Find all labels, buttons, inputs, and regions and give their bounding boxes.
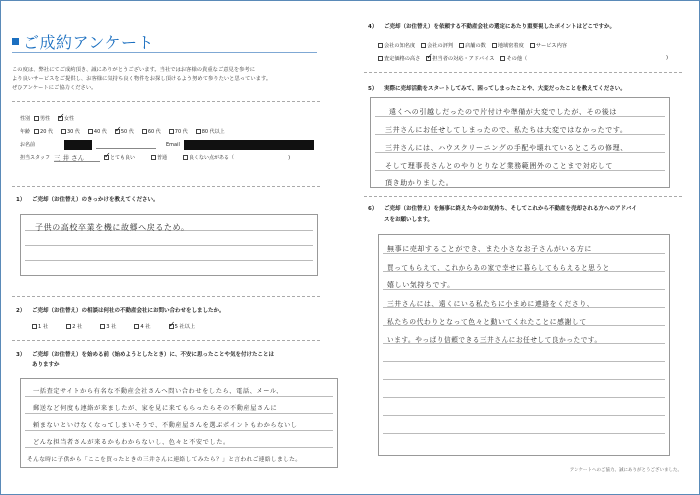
checkbox-checked[interactable]: [104, 155, 109, 160]
divider: [12, 340, 320, 341]
q4-option[interactable]: [530, 42, 567, 49]
intro-line: ぜひアンケートにご協力ください。: [12, 85, 97, 91]
checkbox[interactable]: [134, 324, 139, 329]
q1-answer-box[interactable]: [20, 214, 318, 276]
checkbox[interactable]: [151, 155, 156, 160]
checkbox[interactable]: [66, 324, 71, 329]
divider: [364, 196, 682, 197]
intro-line: より良いサービスをご提供し、お客様に気持ち良く物件をお探し頂けるよう努めて参りたいと思っています。: [12, 76, 272, 82]
name-field[interactable]: [96, 140, 156, 149]
option-label: 20 代: [40, 129, 53, 135]
page-title: ご成約アンケート: [23, 33, 155, 52]
age-option[interactable]: [115, 128, 134, 135]
ruled-line: [25, 245, 313, 246]
age-option[interactable]: [196, 128, 225, 135]
option-label: 男性: [40, 116, 51, 122]
gender-option-male[interactable]: [34, 115, 50, 122]
name-label: お名前: [20, 142, 36, 148]
option-label: 店舗の数: [465, 43, 486, 49]
checkbox[interactable]: [421, 43, 426, 48]
q2-option[interactable]: [100, 323, 116, 330]
title-rule: [12, 52, 317, 53]
intro-line: この度は、弊社にてご成約頂き、誠にありがとうございます。当社ではお客様の貴重なご意見を参考に: [12, 67, 256, 73]
option-label: 50 代: [120, 129, 134, 135]
question-text: ご売却（お住替え）の相談は何社の不動産会社にお問い合わせをしましたか。: [32, 308, 225, 314]
option-label: 30 代: [66, 129, 80, 135]
ruled-line: [25, 430, 333, 431]
q3-answer-line: 一括査定サイトから有名な不動産会社さんへ問い合わせをしたら、電話、メール、: [33, 388, 283, 395]
ruled-line: [25, 396, 333, 397]
checkbox[interactable]: [378, 43, 383, 48]
q3-answer-box[interactable]: [20, 378, 338, 468]
q6-answer-line: 三井さんには、遠くにいる私たちに小まめに連絡をくださり、: [387, 300, 595, 308]
staff-rating-option[interactable]: [151, 154, 167, 161]
staff-name[interactable]: 三 井 さん: [54, 153, 100, 162]
q2-option[interactable]: [32, 323, 48, 330]
option-label: 良くない点がある（: [189, 155, 235, 161]
q3-title: [16, 350, 274, 370]
option-label: 3 社: [106, 324, 117, 330]
ruled-line: [383, 397, 665, 398]
staff-label: 担当スタッフ: [20, 155, 51, 161]
q2-option[interactable]: [169, 323, 196, 330]
checkbox[interactable]: [530, 43, 535, 48]
q4-option[interactable]: [378, 42, 415, 49]
q2-option[interactable]: [66, 323, 82, 330]
checkbox[interactable]: [61, 129, 66, 134]
q6-title: [368, 204, 637, 226]
q4-option[interactable]: [500, 55, 527, 62]
gender-row: [20, 112, 320, 125]
q3-answer-line: 郵送など何度も連絡が来ましたが、家を見に来てもらったらその不動産屋さんに: [33, 405, 278, 412]
gender-label: 性別: [20, 116, 31, 122]
close-paren: ): [288, 154, 291, 161]
name-redacted: [64, 140, 92, 150]
age-option[interactable]: [34, 128, 53, 135]
question-number: 6）: [368, 206, 378, 212]
q6-answer-line: 嬉しい気持ちです。: [387, 281, 455, 289]
checkbox[interactable]: [459, 43, 464, 48]
ruled-line: [383, 415, 665, 416]
checkbox[interactable]: [183, 155, 188, 160]
option-label: 2 社: [72, 324, 83, 330]
checkbox[interactable]: [100, 324, 105, 329]
staff-rating-option[interactable]: [183, 154, 234, 161]
option-label: サービス内容: [535, 43, 567, 49]
intro-text: [12, 66, 322, 93]
checkbox[interactable]: [169, 129, 174, 134]
q4-options-row2: [378, 55, 527, 62]
q2-option[interactable]: [134, 323, 150, 330]
option-label: 4 社: [140, 324, 151, 330]
question-number: 2）: [16, 308, 26, 314]
checkbox-checked[interactable]: [115, 129, 120, 134]
q3-answer-line: どんな担当者さんが来るかもわからないし、色々と不安でした。: [33, 439, 230, 446]
age-option[interactable]: [142, 128, 161, 135]
option-label: とても良い: [110, 155, 136, 161]
q4-title: [368, 22, 615, 30]
respondent-info: [20, 112, 320, 164]
footer-thanks: アンケートへのご協力、誠にありがとうございました。: [569, 468, 682, 473]
age-label: 年齢: [20, 129, 31, 135]
ruled-line: [25, 260, 313, 261]
q4-options-row1: [378, 42, 567, 49]
q5-answer-line: 三井さんにお任せしてしまったので、私たちは大変ではなかったです。: [385, 126, 628, 134]
divider: [12, 186, 320, 187]
question-text: ありますか: [32, 362, 60, 368]
ruled-line: [383, 361, 665, 362]
option-label: 70 代: [174, 129, 188, 135]
checkbox[interactable]: [88, 129, 93, 134]
option-label: 60 代: [147, 129, 161, 135]
option-label: 40 代: [93, 129, 107, 135]
question-number: 1）: [16, 197, 26, 203]
q5-answer-line: そして理事長さんとのやりとりなど業務範囲外のことまで対応して: [385, 162, 613, 170]
q3-answer-line: そんな時に子供から「ここを買ったときの三井さんに連絡してみたら？」と言われご連絡しました。: [27, 457, 302, 463]
gender-option-female[interactable]: [58, 115, 74, 122]
checkbox-checked[interactable]: [426, 56, 431, 61]
checkbox[interactable]: [378, 56, 383, 61]
ruled-line: [25, 413, 333, 414]
q4-option[interactable]: [421, 42, 453, 49]
option-label: 査定価格の高さ: [384, 56, 421, 62]
checkbox-checked[interactable]: [58, 116, 63, 121]
q6-answer-line: 無事に売却することができ、また小さなお子さんがいる方に: [387, 245, 592, 253]
checkbox[interactable]: [196, 129, 201, 134]
q3-answer-line: 頼まないといけなくなってしまいそうで、不動産屋さんを選ぶポイントもわからないし: [33, 422, 298, 429]
q5-title: [368, 84, 626, 92]
question-number: 5）: [368, 86, 378, 92]
q6-answer-line: 私たちの代わりとなって色々と動いてくれたことに感謝して: [387, 318, 587, 326]
q5-answer-line: 遠くへの引越しだったので片付けや準備が大変でしたが、その後は: [389, 108, 617, 116]
ruled-line: [383, 433, 665, 434]
q2-title: [16, 306, 225, 314]
age-option[interactable]: [88, 128, 107, 135]
q4-option[interactable]: [378, 55, 420, 62]
checkbox[interactable]: [34, 116, 39, 121]
question-text: ご売却（お住替え）のきっかけを教えてください。: [32, 197, 159, 203]
question-text: ご売却（お住替え）を無事に終えた今のお気持ち、そしてこれから不動産を売却される方へのアドバイ: [384, 206, 637, 212]
question-number: 3）: [16, 352, 26, 358]
option-label: 担当者の対応・アドバイス: [432, 56, 495, 62]
question-text: ご売却（お住替え）を始める前（始めようとしたとき）に、不安に思ったことや気を付けたことは: [32, 352, 275, 358]
option-label: 普通: [157, 155, 168, 161]
question-text: スをお願いします。: [384, 217, 434, 223]
option-label: 地域密着度: [497, 43, 524, 49]
q5-answer-line: 頂き助かりました。: [385, 179, 454, 187]
title-square-icon: [12, 38, 19, 45]
option-label: 会社の知名度: [384, 43, 416, 49]
option-label: 80 代以上: [201, 129, 225, 135]
checkbox-checked[interactable]: [169, 324, 174, 329]
q4-option[interactable]: [492, 42, 524, 49]
q5-answer-box[interactable]: [370, 97, 670, 188]
checkbox[interactable]: [32, 324, 37, 329]
age-row: [20, 125, 320, 138]
option-label: 女性: [64, 116, 75, 122]
q1-answer-line: 子供の高校卒業を機に故郷へ戻るため。: [35, 223, 190, 232]
question-text: 実際に売却活動をスタートしてみて、困ってしまったことや、大変だったことを教えてください。: [384, 86, 626, 92]
option-label: その他（: [506, 56, 528, 62]
q6-answer-box[interactable]: [378, 234, 670, 456]
divider: [364, 72, 682, 73]
checkbox[interactable]: [500, 56, 505, 61]
checkbox[interactable]: [492, 43, 497, 48]
email-redacted: [184, 140, 314, 150]
staff-rating-option[interactable]: [104, 154, 135, 161]
age-option[interactable]: [169, 128, 188, 135]
staff-row: [20, 151, 320, 164]
option-label: 1 社: [38, 324, 49, 330]
option-label: 5 社以上: [174, 324, 196, 330]
q6-answer-line: います。やっぱり信頼できる三井さんにお任せして良かったです。: [387, 336, 602, 344]
close-paren: ): [666, 55, 669, 61]
divider: [12, 101, 320, 102]
q1-title: [16, 195, 159, 203]
question-text: ご売却（お住替え）を依頼する不動産会社の選定にあたり重要視したポイントはどこですか。: [384, 24, 616, 30]
q5-answer-line: 三井さんには、ハウスクリーニングの手配や壊れているところの修理、: [385, 144, 628, 152]
name-email-row: [20, 138, 320, 151]
checkbox[interactable]: [34, 129, 39, 134]
q4-option[interactable]: [426, 55, 494, 62]
ruled-line: [25, 447, 333, 448]
option-label: 会社の評判: [427, 43, 454, 49]
question-number: 4）: [368, 24, 378, 30]
email-label: Email: [166, 141, 180, 148]
q4-option[interactable]: [459, 42, 486, 49]
checkbox[interactable]: [142, 129, 147, 134]
divider: [12, 296, 320, 297]
title-block: [12, 30, 154, 53]
age-option[interactable]: [61, 128, 80, 135]
ruled-line: [383, 379, 665, 380]
q6-answer-line: 買ってもらえて、これからあの家で幸せに暮らしてもらえると思うと: [387, 264, 610, 272]
q2-options: [32, 323, 195, 330]
